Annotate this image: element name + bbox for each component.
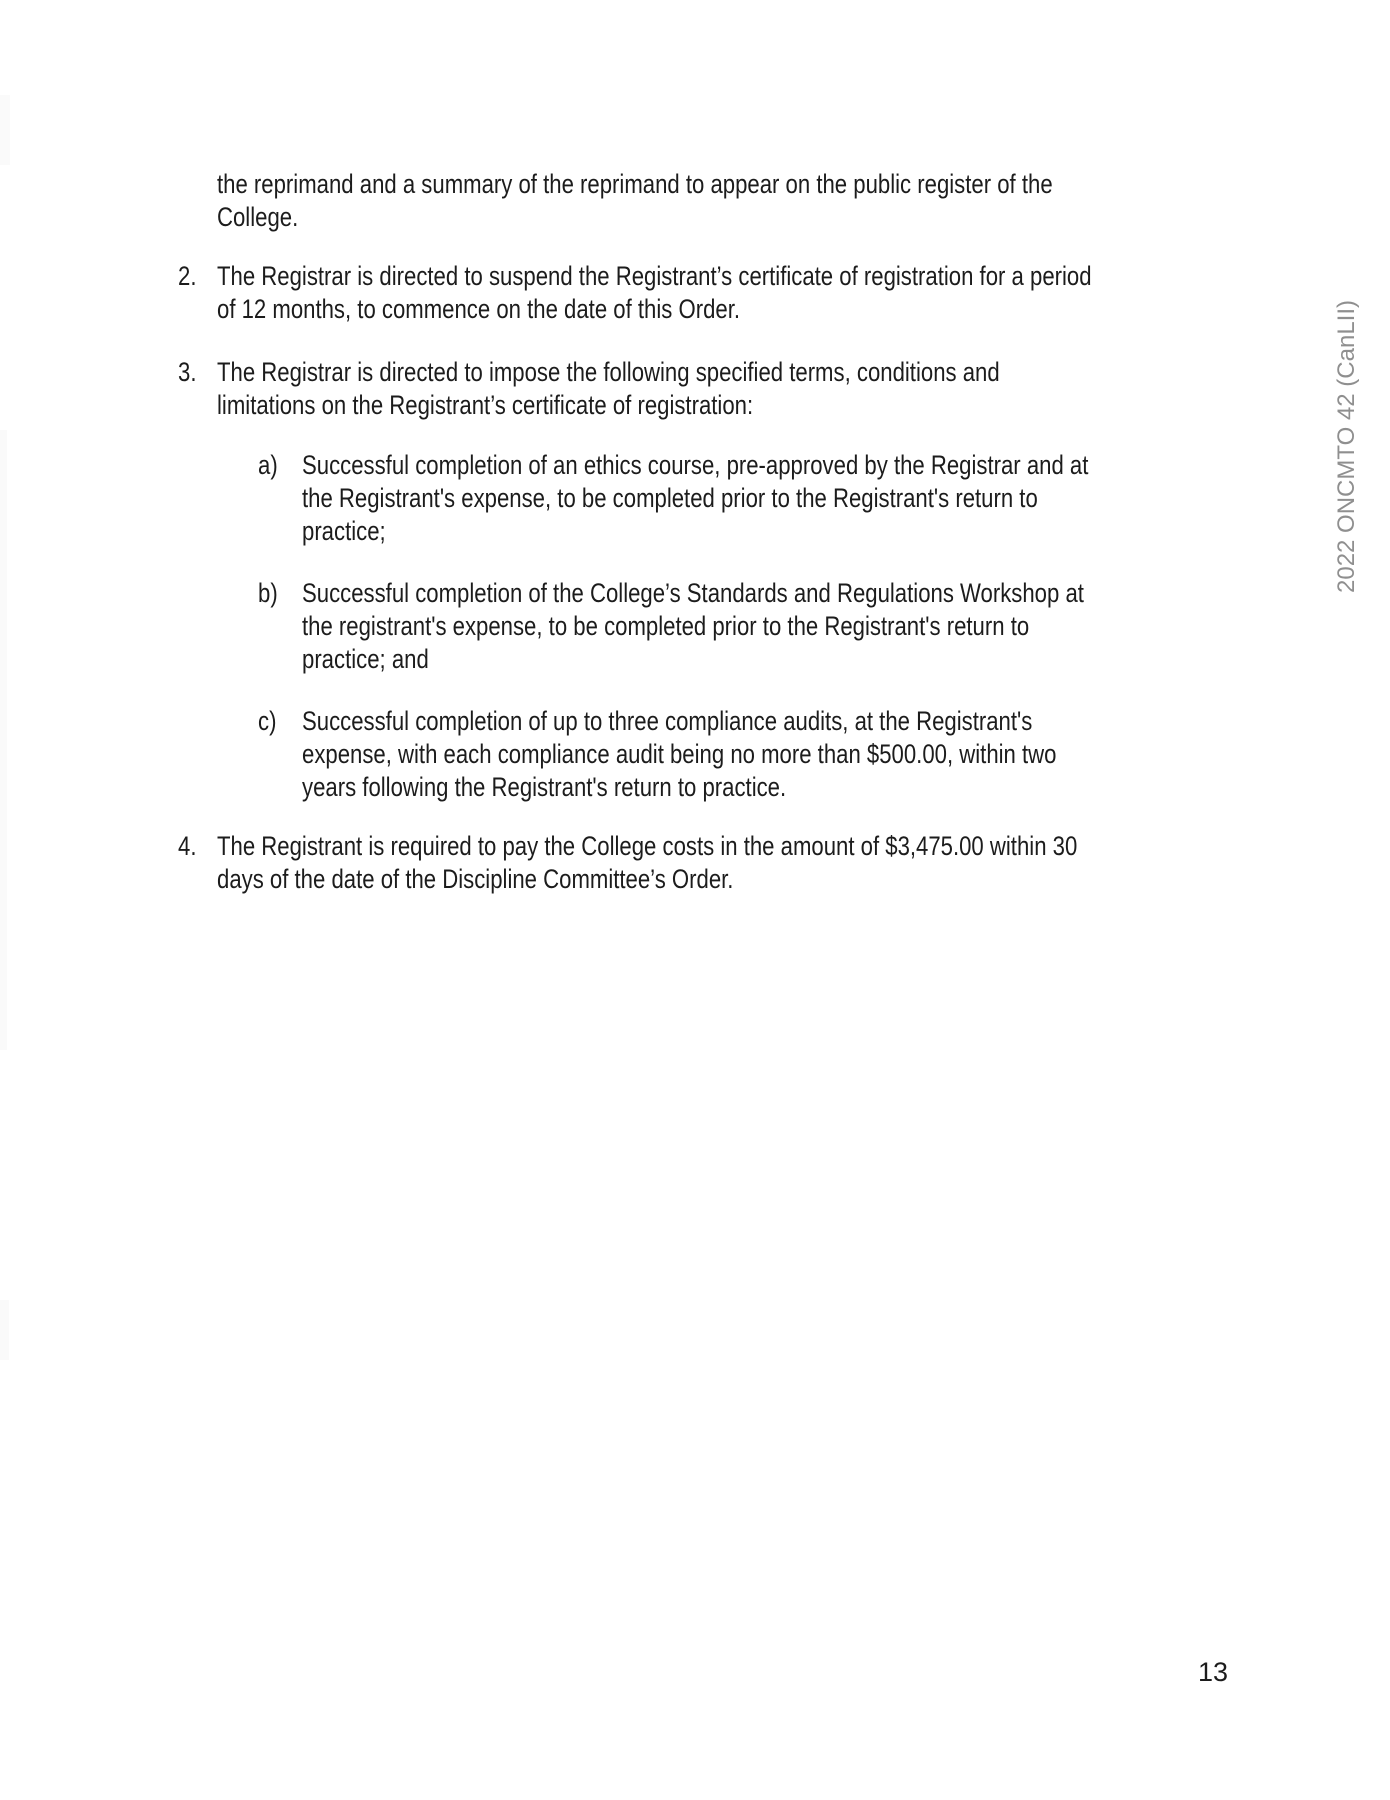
text-line: expense, with each compliance audit being no more than $500.00, within two [302,739,1057,769]
text-line: College. [217,202,299,232]
intro-paragraph [217,168,1053,234]
list-number-3: 3. [178,357,197,387]
text-line: the registrant's expense, to be completed prior to the Registrant's return to [302,611,1030,641]
list-item-2 [217,260,1092,326]
scan-artifact [0,1300,9,1360]
list-subitem-b [302,577,1084,676]
list-item-3 [217,356,1000,422]
text-line: days of the date of the Discipline Committee’s Order. [217,864,734,894]
list-subitem-a [302,449,1088,548]
list-letter-b: b) [258,578,278,608]
text-line: limitations on the Registrant’s certificate of registration: [217,390,754,420]
text-line: The Registrar is directed to impose the following specified terms, conditions and [217,357,1000,387]
list-letter-c: c) [258,706,277,736]
list-subitem-c [302,705,1056,804]
text-line: Successful completion of the College’s Standards and Regulations Workshop at [302,578,1084,608]
list-number-4: 4. [178,831,197,861]
text-line: practice; and [302,644,429,674]
text-line: The Registrant is required to pay the College costs in the amount of $3,475.00 within 30 [217,831,1078,861]
text-line: of 12 months, to commence on the date of this Order. [217,294,741,324]
text-line: Successful completion of an ethics course, pre-approved by the Registrar and at [302,450,1089,480]
list-item-4 [217,830,1077,896]
scan-artifact [0,430,7,1050]
text-line: Successful completion of up to three compliance audits, at the Registrant's [302,706,1033,736]
canlii-citation-watermark: 2022 ONCMTO 42 (CanLII) [1333,299,1360,593]
text-line: years following the Registrant's return to practice. [302,772,787,802]
text-line: the Registrant's expense, to be completed prior to the Registrant's return to [302,483,1038,513]
page-number: 13 [1198,1657,1229,1687]
text-line: The Registrar is directed to suspend the Registrant’s certificate of registration for a period [217,261,1092,291]
list-number-2: 2. [178,261,197,291]
text-line: the reprimand and a summary of the reprimand to appear on the public register of the [217,169,1053,199]
text-line: practice; [302,516,386,546]
scan-artifact [0,95,10,165]
list-letter-a: a) [258,450,278,480]
